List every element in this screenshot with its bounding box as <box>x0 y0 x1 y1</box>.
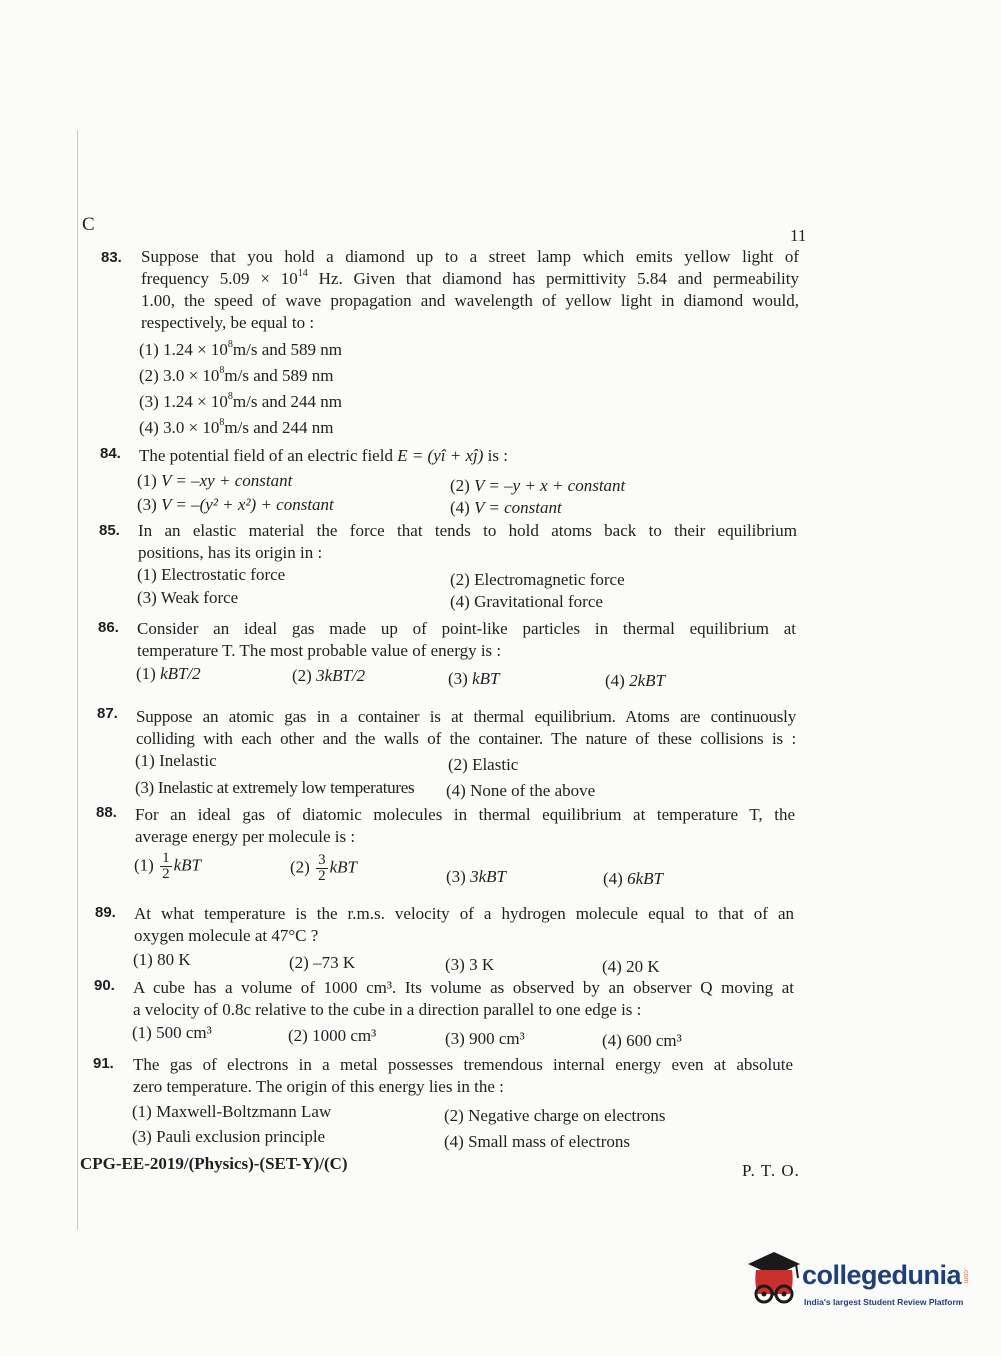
option-1: (1) 80 K <box>133 950 191 969</box>
option-2: (2) Electromagnetic force <box>450 570 625 589</box>
collegedunia-logo <box>744 1250 974 1320</box>
option-4: (4) 600 cm³ <box>602 1031 682 1050</box>
option-1: (1) 500 cm³ <box>132 1023 212 1042</box>
option-1: (1) $\frac{1}{2}$ kBT <box>134 850 201 882</box>
option-3: (3) Inelastic at extremely low temperatures <box>135 778 415 797</box>
option-3: (3) kBT <box>448 669 500 688</box>
option-2: (2) Elastic <box>448 755 519 774</box>
option-4: (4) 6kBT <box>603 869 663 888</box>
question-number: 90. <box>94 977 115 994</box>
option-1: (1) Maxwell-Boltzmann Law <box>132 1102 332 1121</box>
please-turn-over: P. T. O. <box>742 1161 800 1180</box>
page-margin-line <box>77 130 78 1230</box>
question-number: 86. <box>98 619 119 636</box>
question-number: 89. <box>95 904 116 921</box>
question-number: 87. <box>97 705 118 722</box>
option-4: (4) Small mass of electrons <box>444 1132 631 1151</box>
option-4: (4) None of the above <box>446 781 596 800</box>
option-2: (2) Negative charge on electrons <box>444 1106 666 1125</box>
question-stem: The gas of electrons in a metal possesses tremendous internal energy even at absolute zero temperature. The origin of this energy lies in the : <box>133 1055 793 1096</box>
question-number: 84. <box>100 445 121 462</box>
question-number: 85. <box>99 522 120 539</box>
question-stem: Suppose that you hold a diamond up to a street lamp which emits yellow light of frequency $5.09 \times 10^{14}$ Hz. Given that diamond has permittivity 5.84 and permeability 1.00, the speed of wave propagation and wavelength of yellow light in diamond would, respectively, be equal to : <box>141 247 800 332</box>
option-2: (2) $\frac{3}{2}$ kBT <box>290 852 357 884</box>
fraction: $\frac{1}{2}$ <box>162 850 170 882</box>
logo-domain-suffix: .com <box>962 1268 969 1284</box>
set-code: C <box>82 214 95 235</box>
question-stem: A cube has a volume of 1000 cm³. Its volume as observed by an observer Q moving at a velocity of 0.8c relative to the cube in a direction parallel to one edge is : <box>133 978 794 1019</box>
option-1: (1) V = –xy + constant <box>137 471 293 490</box>
question-stem: For an ideal gas of diatomic molecules in thermal equilibrium at temperature T, the average energy per molecule is : <box>135 805 795 846</box>
question-number: 83. <box>101 249 122 266</box>
option-1: (1) Electrostatic force <box>137 565 286 584</box>
question-stem: In an elastic material the force that tends to hold atoms back to their equilibrium positions, has its origin in : <box>138 521 797 562</box>
option-1: (1) kBT/2 <box>136 664 201 683</box>
option-2: (2) 3kBT/2 <box>292 666 366 685</box>
option-4: (4) Gravitational force <box>450 592 603 611</box>
question-stem: The potential field of an electric field E = (yî + xĵ) is : <box>139 446 508 465</box>
option-3: (3) V = –(y² + x²) + constant <box>137 495 334 514</box>
option-3: (3) 3kBT <box>446 867 506 886</box>
option-4: (4) $3.0 \times 10^8m/s$ and 244 nm <box>139 417 334 437</box>
paper-code: CPG-EE-2019/(Physics)-(SET-Y)/(C) <box>80 1154 348 1173</box>
option-4: (4) 2kBT <box>605 671 665 690</box>
electric-field-expression: E = (yî + xĵ) <box>397 446 484 465</box>
option-3: (3) 900 cm³ <box>445 1029 525 1048</box>
option-4: (4) 20 K <box>602 957 660 976</box>
question-stem: Suppose an atomic gas in a container is at thermal equilibrium. Atoms are continuously colliding with each other and the walls of the container. The nature of these collisions is : <box>136 707 796 748</box>
question-stem: Consider an ideal gas made up of point-like particles in thermal equilibrium at temperature T. The most probable value of energy is : <box>137 619 796 660</box>
option-3: (3) Weak force <box>137 588 239 607</box>
fraction: $\frac{3}{2}$ <box>318 852 326 884</box>
option-1: (1) Inelastic <box>135 751 217 770</box>
mascot-icon <box>744 1250 804 1314</box>
page-number: 11 <box>790 226 807 245</box>
logo-wordmark: collegedunia <box>802 1260 962 1290</box>
option-3: (3) $1.24 \times 10^8m/s$ and 244 nm <box>139 391 343 411</box>
question-number: 88. <box>96 804 117 821</box>
option-2: (2) –73 K <box>289 953 356 972</box>
option-2: (2) V = –y + x + constant <box>450 476 626 495</box>
question-stem: At what temperature is the r.m.s. velocity of a hydrogen molecule equal to that of an oxygen molecule at 47°C ? <box>134 904 794 945</box>
option-3: (3) Pauli exclusion principle <box>132 1127 326 1146</box>
question-number: 91. <box>93 1055 114 1072</box>
option-2: (2) 1000 cm³ <box>288 1026 377 1045</box>
option-4: (4) V = constant <box>450 498 562 517</box>
option-3: (3) 3 K <box>445 955 495 974</box>
option-2: (2) $3.0 \times 10^8m/s$ and 589 nm <box>139 365 334 385</box>
option-1: (1) $1.24 \times 10^8m/s$ and 589 nm <box>139 339 343 359</box>
logo-tagline: India's largest Student Review Platform <box>804 1297 964 1307</box>
